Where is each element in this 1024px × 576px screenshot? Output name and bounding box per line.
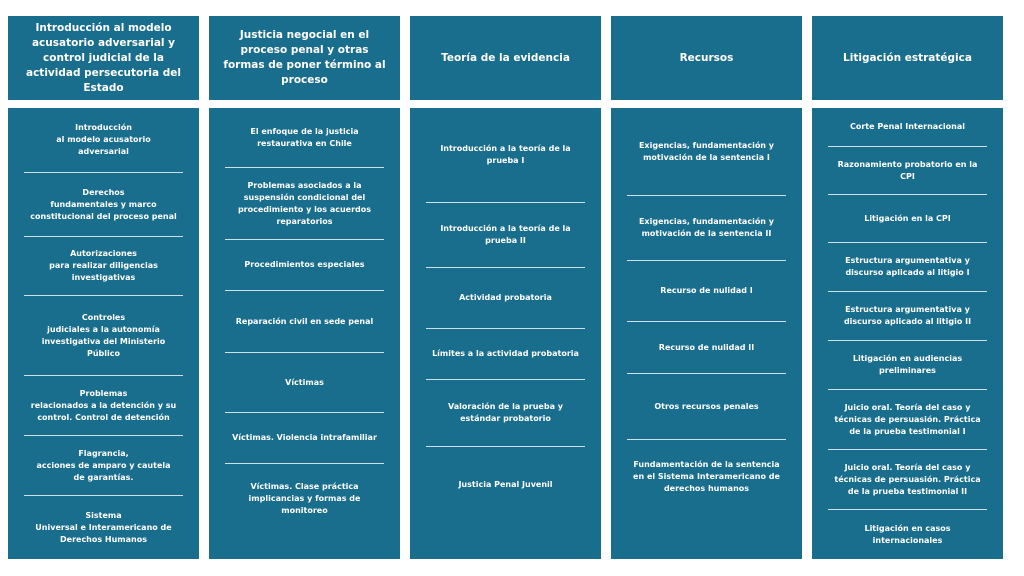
course-item: Recurso de nulidad II [658,342,755,352]
course-item: Estructura argumentativa y discurso aplicado al litigio II [843,305,972,326]
course-item: Controles judiciales a la autonomía investigativa del Ministerio Público [41,312,166,358]
column-header [8,16,199,100]
column-header [812,16,1003,100]
column-header [209,16,400,100]
column-body [812,108,1003,559]
course-item: Reparación civil en sede penal [235,316,374,326]
column-header [410,16,601,100]
course-item: Derechos fundamentales y marco constitucional del proceso penal [30,187,177,221]
course-item: Litigación en casos internacionales [864,523,951,545]
course-item: Actividad probatoria [459,293,552,302]
course-item: Exigencias, fundamentación y motivación de la sentencia I [638,140,775,162]
course-item: Razonamiento probatorio en la CPI [837,159,978,181]
course-item: Fundamentación de la sentencia en el Sistema Interamericano de derechos humanos [633,460,780,493]
course-item: Corte Penal Internacional [849,122,966,131]
course-item: Justicia Penal Juvenil [458,480,553,489]
course-item: Estructura argumentativa y discurso aplicado al litigio I [845,256,970,277]
column-body [410,108,601,559]
course-item: Introducción a la teoría de la prueba I [440,144,571,165]
course-item: Juicio oral. Teoría del caso y técnicas de persuasión. Práctica de la prueba testimonial II [834,462,981,496]
course-item: Flagrancia, acciones de amparo y cautela de garantías. [36,448,171,482]
course-item: Sistema Universal e Interamericano de Derechos Humanos [35,510,172,544]
course-item: Introducción a la teoría de la prueba II [440,224,571,245]
course-item: Víctimas. Violencia intrafamiliar [232,433,377,442]
column-title: Justicia negocial en el proceso penal y otras formas de poner término al proceso [223,29,386,86]
column-title: Introducción al modelo acusatorio adversarial y control judicial de la actividad persecutoria del Estado [25,21,182,94]
course-item: Valoración de la prueba y estándar probatorio [448,402,563,423]
course-item: Límites a la actividad probatoria [432,349,579,358]
column-body [611,108,802,559]
course-item: Introducción al modelo acusatorio adversarial [56,123,151,156]
course-item: Juicio oral. Teoría del caso y técnicas de persuasión. Práctica de la prueba testimonial I [834,402,981,436]
course-item: Problemas asociados a la suspensión condicional del procedimiento y los acuerdos reparatorios [237,180,372,226]
course-item: Exigencias, fundamentación y motivación de la sentencia II [638,217,775,238]
course-item: Otros recursos penales [654,401,759,411]
course-item: Litigación en audiencias preliminares [852,354,963,375]
course-item: Procedimientos especiales [244,260,365,269]
column-title: Recursos [679,51,734,64]
column-header [611,16,802,100]
course-item: Autorizaciones para realizar diligencias investigativas [49,249,158,282]
course-item: El enfoque de la justicia restaurativa en Chile [250,126,359,148]
course-item: Víctimas [285,377,324,387]
column-title: Teoría de la evidencia [441,51,570,64]
course-item: Recurso de nulidad I [660,286,753,295]
course-item: Problemas relacionados a la detención y su control. Control de detención [30,388,177,422]
column-body [209,108,400,559]
course-item: Víctimas. Clase práctica implicancias y formas de monitoreo [248,482,361,515]
column-title: Litigación estratégica [843,51,972,64]
course-item: Litigación en la CPI [864,213,951,223]
column-body [8,108,199,559]
